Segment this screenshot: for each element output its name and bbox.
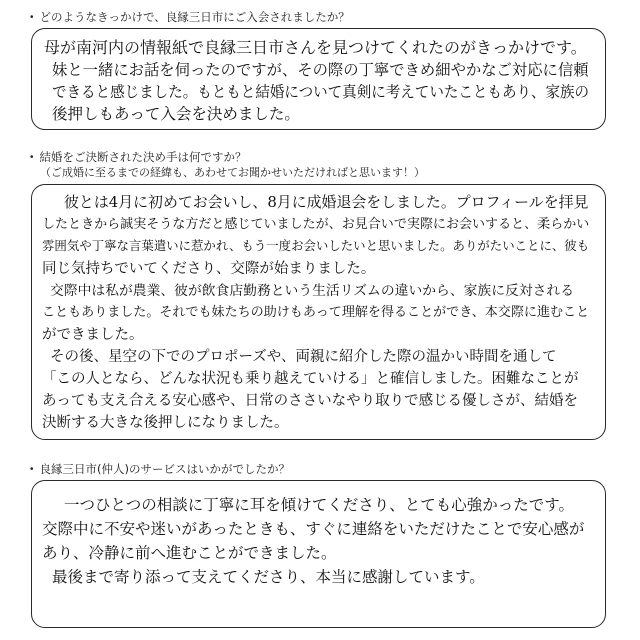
answer-2-line-2: したときから誠実そうな方だと感じていましたが、お見合いで実際にお会いすると、柔らかい [42,217,590,232]
answer-2-line-11: 決断する大きな後押しになりました。 [42,415,289,431]
answer-3-line-1: 一つひとつの相談に丁寧に耳を傾けてくださり、とても心強かったです。 [64,496,574,514]
question-3-text: 良縁三日市(仲人)のサービスはいかがでしたか？ [39,462,290,476]
answer-box-2 [31,184,606,440]
answer-2-line-1: 彼とは4月に初めてお会いし、8月に成婚退会をしました。プロフィールを拝見 [64,193,589,211]
answer-1-line-3: できると感じました。もともと結婚について真剣に考えていたこともあり、家族の [52,83,590,101]
answer-1-line-1: 母が南河内の情報紙で良縁三日市さんを見つけてくれたのがきっかけです。 [44,38,587,57]
answer-2-line-5: 交際中は私が農業、彼が飲食店勤務という生活リズムの違いから、家族に反対される [50,283,575,299]
question-2-text: 結婚をご決断された決め手は何ですか？ [39,150,247,164]
bullet: ・ [26,150,38,164]
question-3 [26,462,290,476]
answer-1-line-2: 妹と一緒にお話を伺ったのですが、その際の丁寧できめ細やかなご対応に信頼 [52,61,589,79]
answer-2-line-10: あっても支え合える安心感や、日常のささいなやり取りで感じる優しさが、結婚を [42,393,579,409]
bullet: ・ [26,10,38,24]
answer-box-3 [31,480,606,628]
answer-3-line-4: 最後まで寄り添って支えてくださり、本当に感謝しています。 [52,568,485,586]
answer-2-line-7: ができました。 [42,327,144,343]
bullet: ・ [26,462,38,476]
answer-3-line-3: あり、冷静に前へ進むことができました。 [42,544,337,562]
question-2-subtext: （ご成婚に至るまでの経緯も、あわせてお聞かせいただければと思います！） [40,166,425,179]
question-1-text: どのようなきっかけで、良縁三日市にご入会されましたか？ [39,10,350,24]
question-2 [26,150,247,164]
answer-1-line-4: 後押しもあって入会を決めました。 [52,105,300,123]
question-1 [26,10,350,24]
answer-2-line-8: その後、星空の下でのプロポーズや、両親に紹介した際の温かい時間を通して [50,349,557,365]
answer-2-line-3: 雰囲気や丁寧な言葉遣いに惹かれ、もう一度お会いしたいと思いました。ありがたいことに、彼も [42,238,590,253]
answer-2-line-9: 「この人となら、どんな状況も乗り越えていける」と確信しました。困難なことが [42,371,579,387]
answer-2-line-4: 同じ気持ちでいてくださり、交際が始まりました。 [42,261,376,277]
answer-box-1 [31,28,606,130]
answer-3-line-2: 交際中に不安や迷いがあったときも、すぐに連絡をいただけたことで安心感が [42,520,585,538]
answer-2-line-6: こともありました。それでも妹たちの助けもあって理解を得ることができ、本交際に進むこと [42,305,590,320]
